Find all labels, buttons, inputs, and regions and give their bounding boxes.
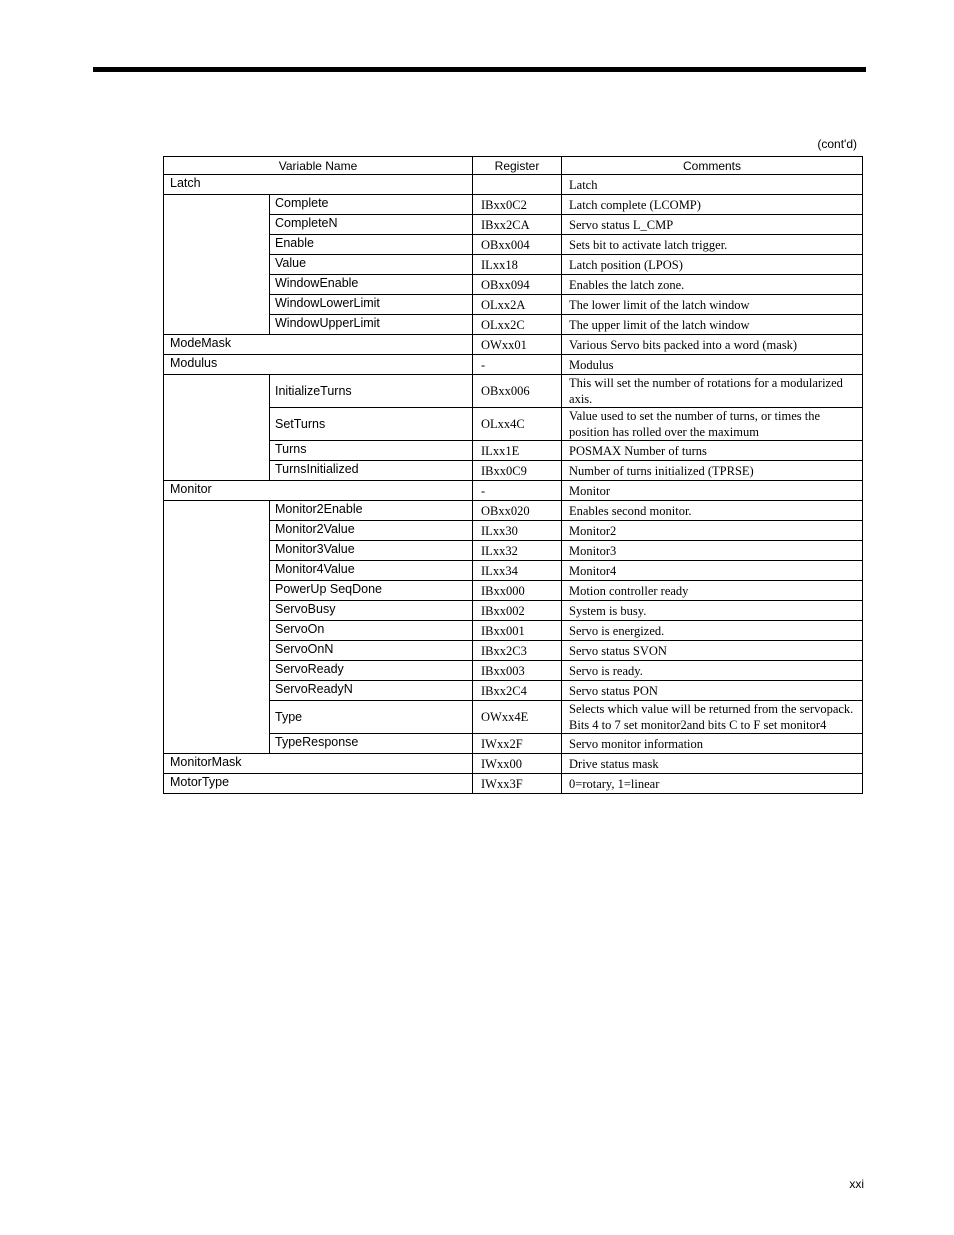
register: IBxx2C4 (473, 681, 562, 701)
table-row (164, 355, 863, 375)
variable-name: MonitorMask (164, 754, 473, 774)
table-row (164, 175, 863, 195)
comment: Servo status PON (562, 681, 863, 701)
header-register: Register (473, 157, 562, 175)
variable-name: MotorType (164, 774, 473, 794)
register: IBxx001 (473, 621, 562, 641)
register: ILxx1E (473, 441, 562, 461)
variable-name: TurnsInitialized (270, 461, 473, 481)
comment: This will set the number of rotations for a modularized axis. (562, 375, 863, 408)
comment: Servo status L_CMP (562, 215, 863, 235)
variable-name: TypeResponse (270, 734, 473, 754)
register: IBxx000 (473, 581, 562, 601)
register: IWxx00 (473, 754, 562, 774)
register: IBxx0C2 (473, 195, 562, 215)
variable-name: ModeMask (164, 335, 473, 355)
variable-name: Enable (270, 235, 473, 255)
comment: Enables second monitor. (562, 501, 863, 521)
register: IBxx2C3 (473, 641, 562, 661)
variable-name: WindowLowerLimit (270, 295, 473, 315)
register: OBxx006 (473, 375, 562, 408)
variable-name: Turns (270, 441, 473, 461)
variable-name: ServoBusy (270, 601, 473, 621)
comment: Sets bit to activate latch trigger. (562, 235, 863, 255)
comment: Servo monitor information (562, 734, 863, 754)
comment: Latch position (LPOS) (562, 255, 863, 275)
comment: Enables the latch zone. (562, 275, 863, 295)
group-indent-cell (164, 195, 270, 335)
table-row (164, 335, 863, 355)
comment: Value used to set the number of turns, or times the position has rolled over the maximum (562, 408, 863, 441)
variable-name: Monitor4Value (270, 561, 473, 581)
table-row (164, 501, 863, 521)
comment: Monitor2 (562, 521, 863, 541)
variable-name: PowerUp SeqDone (270, 581, 473, 601)
variable-name: Type (270, 701, 473, 734)
register: OLxx2C (473, 315, 562, 335)
group-indent-cell (164, 501, 270, 754)
header-variable-name: Variable Name (164, 157, 473, 175)
register: IBxx003 (473, 661, 562, 681)
table-row (164, 481, 863, 501)
comment: Drive status mask (562, 754, 863, 774)
comment: Latch complete (LCOMP) (562, 195, 863, 215)
comment: System is busy. (562, 601, 863, 621)
variable-name: Modulus (164, 355, 473, 375)
variable-name: Monitor (164, 481, 473, 501)
header-comments: Comments (562, 157, 863, 175)
table-row (164, 195, 863, 215)
register: IWxx3F (473, 774, 562, 794)
comment: Various Servo bits packed into a word (mask) (562, 335, 863, 355)
page-number: xxi (849, 1177, 864, 1191)
register: ILxx32 (473, 541, 562, 561)
comment: The lower limit of the latch window (562, 295, 863, 315)
variable-table (163, 156, 863, 794)
variable-name: ServoReady (270, 661, 473, 681)
register: OBxx004 (473, 235, 562, 255)
register: IBxx0C9 (473, 461, 562, 481)
register: - (473, 355, 562, 375)
variable-name: WindowUpperLimit (270, 315, 473, 335)
comment: POSMAX Number of turns (562, 441, 863, 461)
register: OBxx020 (473, 501, 562, 521)
comment: Monitor4 (562, 561, 863, 581)
register: OLxx2A (473, 295, 562, 315)
register: ILxx18 (473, 255, 562, 275)
variable-name: ServoOnN (270, 641, 473, 661)
register: OLxx4C (473, 408, 562, 441)
register: OBxx094 (473, 275, 562, 295)
variable-name: Monitor3Value (270, 541, 473, 561)
comment: Selects which value will be returned from the servopack. Bits 4 to 7 set monitor2and bits C to F set monitor4 (562, 701, 863, 734)
comment: Servo status SVON (562, 641, 863, 661)
group-indent-cell (164, 375, 270, 481)
register: IBxx2CA (473, 215, 562, 235)
register: - (473, 481, 562, 501)
variable-name: ServoReadyN (270, 681, 473, 701)
comment: Servo is ready. (562, 661, 863, 681)
register: IBxx002 (473, 601, 562, 621)
contd-label: (cont'd) (817, 137, 857, 151)
top-rule (93, 67, 866, 72)
register (473, 175, 562, 195)
comment: Number of turns initialized (TPRSE) (562, 461, 863, 481)
variable-name: Monitor2Enable (270, 501, 473, 521)
variable-name: Monitor2Value (270, 521, 473, 541)
comment: 0=rotary, 1=linear (562, 774, 863, 794)
table-row (164, 375, 863, 408)
variable-name: Complete (270, 195, 473, 215)
comment: The upper limit of the latch window (562, 315, 863, 335)
table-row (164, 754, 863, 774)
comment: Latch (562, 175, 863, 195)
register: OWxx01 (473, 335, 562, 355)
register: IWxx2F (473, 734, 562, 754)
table-header-row (164, 157, 863, 175)
comment: Motion controller ready (562, 581, 863, 601)
variable-name: CompleteN (270, 215, 473, 235)
register: ILxx30 (473, 521, 562, 541)
variable-name: ServoOn (270, 621, 473, 641)
variable-name: WindowEnable (270, 275, 473, 295)
comment: Monitor3 (562, 541, 863, 561)
register: ILxx34 (473, 561, 562, 581)
comment: Monitor (562, 481, 863, 501)
variable-name: Latch (164, 175, 473, 195)
variable-name: InitializeTurns (270, 375, 473, 408)
variable-name: SetTurns (270, 408, 473, 441)
table-row (164, 774, 863, 794)
comment: Servo is energized. (562, 621, 863, 641)
comment: Modulus (562, 355, 863, 375)
variable-name: Value (270, 255, 473, 275)
register: OWxx4E (473, 701, 562, 734)
